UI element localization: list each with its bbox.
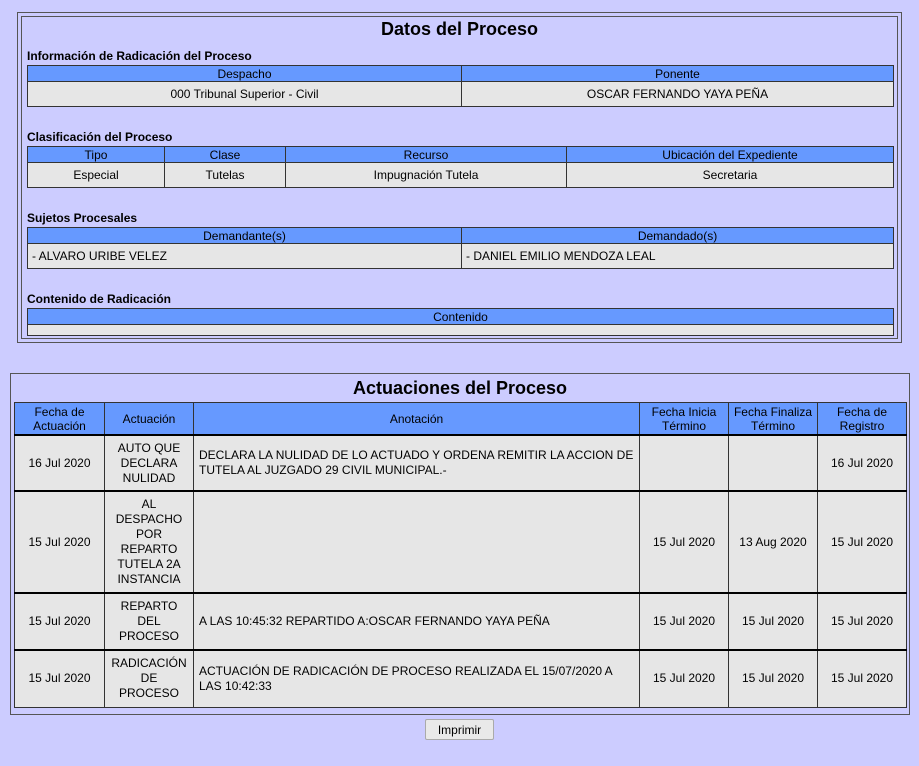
sujetos-table	[27, 227, 894, 269]
col-fecha-finaliza: Fecha Finaliza Término	[729, 403, 818, 436]
row-anotacion: ACTUACIÓN DE RADICACIÓN DE PROCESO REALIZADA EL 15/07/2020 A LAS 10:42:33	[194, 650, 640, 707]
row-anotacion: A LAS 10:45:32 REPARTIDO A:OSCAR FERNANDO YAYA PEÑA	[194, 593, 640, 650]
ponente-header: Ponente	[462, 66, 894, 82]
row-anotacion: DECLARA LA NULIDAD DE LO ACTUADO Y ORDENA REMITIR LA ACCION DE TUTELA AL JUZGADO 29 CIVIL MUNICIPAL.-	[194, 435, 640, 491]
row-fecha: 15 Jul 2020	[15, 491, 105, 593]
clasificacion-table	[27, 146, 894, 188]
clase-header: Clase	[165, 147, 286, 163]
recurso-header: Recurso	[286, 147, 567, 163]
row-inicia: 15 Jul 2020	[640, 650, 729, 707]
row-actuacion: AL DESPACHO POR REPARTO TUTELA 2A INSTANCIA	[105, 491, 194, 593]
col-fecha-inicia: Fecha Inicia Término	[640, 403, 729, 436]
row-finaliza	[729, 435, 818, 491]
clasificacion-section-label: Clasificación del Proceso	[27, 130, 173, 144]
row-registro: 15 Jul 2020	[818, 593, 907, 650]
table-row	[15, 435, 907, 491]
col-actuacion: Actuación	[105, 403, 194, 436]
tipo-header: Tipo	[28, 147, 165, 163]
sujetos-section-label: Sujetos Procesales	[27, 211, 138, 225]
datos-proceso-title: Datos del Proceso	[380, 19, 539, 39]
demandante-header: Demandante(s)	[28, 228, 462, 244]
despacho-value: 000 Tribunal Superior - Civil	[28, 82, 462, 107]
contenido-header: Contenido	[28, 309, 894, 325]
row-fecha: 15 Jul 2020	[15, 650, 105, 707]
row-actuacion: REPARTO DEL PROCESO	[105, 593, 194, 650]
table-row	[15, 593, 907, 650]
row-actuacion: AUTO QUE DECLARA NULIDAD	[105, 435, 194, 491]
despacho-header: Despacho	[28, 66, 462, 82]
print-button[interactable]: Imprimir	[425, 719, 494, 740]
col-fecha-registro: Fecha de Registro	[818, 403, 907, 436]
ubicacion-value: Secretaria	[567, 163, 894, 188]
row-inicia: 15 Jul 2020	[640, 491, 729, 593]
row-fecha: 16 Jul 2020	[15, 435, 105, 491]
table-row	[15, 491, 907, 593]
row-fecha: 15 Jul 2020	[15, 593, 105, 650]
contenido-section-label: Contenido de Radicación	[27, 292, 172, 306]
row-inicia	[640, 435, 729, 491]
radicacion-section-label: Información de Radicación del Proceso	[27, 49, 252, 63]
radicacion-table	[27, 65, 894, 107]
actuaciones-title: Actuaciones del Proceso	[352, 378, 568, 398]
ubicacion-header: Ubicación del Expediente	[567, 147, 894, 163]
actuaciones-panel	[10, 373, 910, 715]
col-fecha-actuacion: Fecha de Actuación	[15, 403, 105, 436]
ponente-value: OSCAR FERNANDO YAYA PEÑA	[462, 82, 894, 107]
row-registro: 16 Jul 2020	[818, 435, 907, 491]
demandado-value: - DANIEL EMILIO MENDOZA LEAL	[462, 244, 894, 269]
row-actuacion: RADICACIÓN DE PROCESO	[105, 650, 194, 707]
row-finaliza: 15 Jul 2020	[729, 593, 818, 650]
contenido-value	[28, 325, 894, 336]
datos-proceso-inner	[21, 16, 898, 339]
row-finaliza: 13 Aug 2020	[729, 491, 818, 593]
contenido-table	[27, 308, 894, 336]
row-registro: 15 Jul 2020	[818, 491, 907, 593]
recurso-value: Impugnación Tutela	[286, 163, 567, 188]
row-finaliza: 15 Jul 2020	[729, 650, 818, 707]
row-anotacion	[194, 491, 640, 593]
table-row	[15, 650, 907, 707]
tipo-value: Especial	[28, 163, 165, 188]
row-inicia: 15 Jul 2020	[640, 593, 729, 650]
demandante-value: - ALVARO URIBE VELEZ	[28, 244, 462, 269]
datos-proceso-panel	[17, 12, 902, 343]
clase-value: Tutelas	[165, 163, 286, 188]
demandado-header: Demandado(s)	[462, 228, 894, 244]
actuaciones-table	[14, 402, 907, 708]
col-anotacion: Anotación	[194, 403, 640, 436]
row-registro: 15 Jul 2020	[818, 650, 907, 707]
